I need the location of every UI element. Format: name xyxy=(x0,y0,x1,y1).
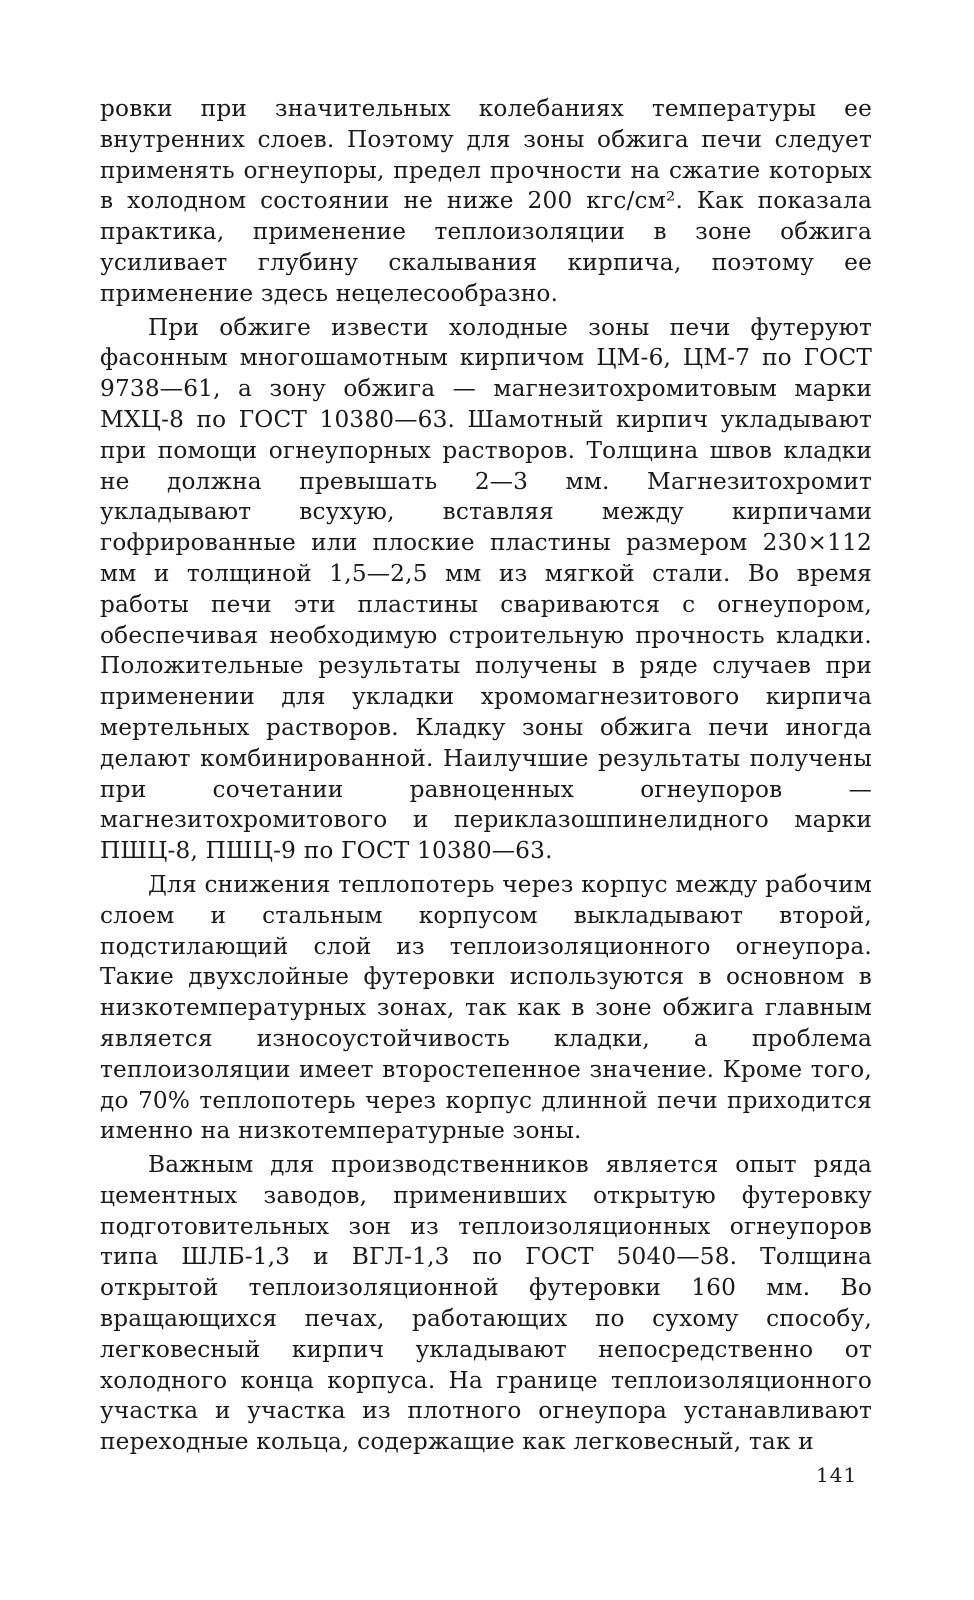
page-number: 141 xyxy=(816,1463,858,1487)
paragraph-4: Важным для производственников является опыт ряда цементных заводов, применивших открытую футеровку подготовительных зон из теплоизоляционных огнеупоров типа ШЛБ-1,3 и ВГЛ-1,3 по ГОСТ 5040—58. Толщина открытой теплоизоляционной футеровки 160 мм. Во вращающихся печах, работающих по сухому способу, легковесный кирпич укладывают непосредственно от холодного конца корпуса. На границе теплоизоляционного участка и участка из плотного огнеупора устанавливают переходные кольца, содержащие как легковесный, так и xyxy=(100,1151,872,1456)
paragraph-1: ровки при значительных колебаниях температуры ее внутренних слоев. Поэтому для зоны обжига печи следует применять огнеупоры, предел прочности на сжатие которых в холодном состоянии не ниже 200 кгс/см². Как показала практика, применение теплоизоляции в зоне обжига усиливает глубину скалывания кирпича, поэтому ее применение здесь нецелесообразно. xyxy=(100,95,872,307)
paragraph-3: Для снижения теплопотерь через корпус между рабочим слоем и стальным корпусом выкладывают второй, подстилающий слой из теплоизоляционного огнеупора. Такие двухслойные футеровки используются в основном в низкотемпературных зонах, так как в зоне обжига главным является износоустойчивость кладки, а проблема теплоизоляции имеет второстепенное значение. Кроме того, до 70% теплопотерь через корпус длинной печи приходится именно на низкотемпературные зоны. xyxy=(100,870,872,1145)
page-body xyxy=(100,94,872,1458)
paragraph-2: При обжиге извести холодные зоны печи футеруют фасонным многошамотным кирпичом ЦМ-6, ЦМ-7 по ГОСТ 9738—61, а зону обжига — магнезитохромитовым марки МХЦ-8 по ГОСТ 10380—63. Шамотный кирпич укладывают при помощи огнеупорных растворов. Толщина швов кладки не должна превышать 2—3 мм. Магнезитохромит укладывают всухую, вставляя между кирпичами гофрированные или плоские пластины размером 230×112 мм и толщиной 1,5—2,5 мм из мягкой стали. Во время работы печи эти пластины свариваются с огнеупором, обеспечивая необходимую строительную прочность кладки. Положительные результаты получены в ряде случаев при применении для укладки хромомагнезитового кирпича мертельных растворов. Кладку зоны обжига печи иногда делают комбинированной. Наилучшие результаты получены при сочетании равноценных огнеупоров — магнезитохромитового и периклазошпинелидного марки ПШЦ-8, ПШЦ-9 по ГОСТ 10380—63. xyxy=(100,313,872,865)
